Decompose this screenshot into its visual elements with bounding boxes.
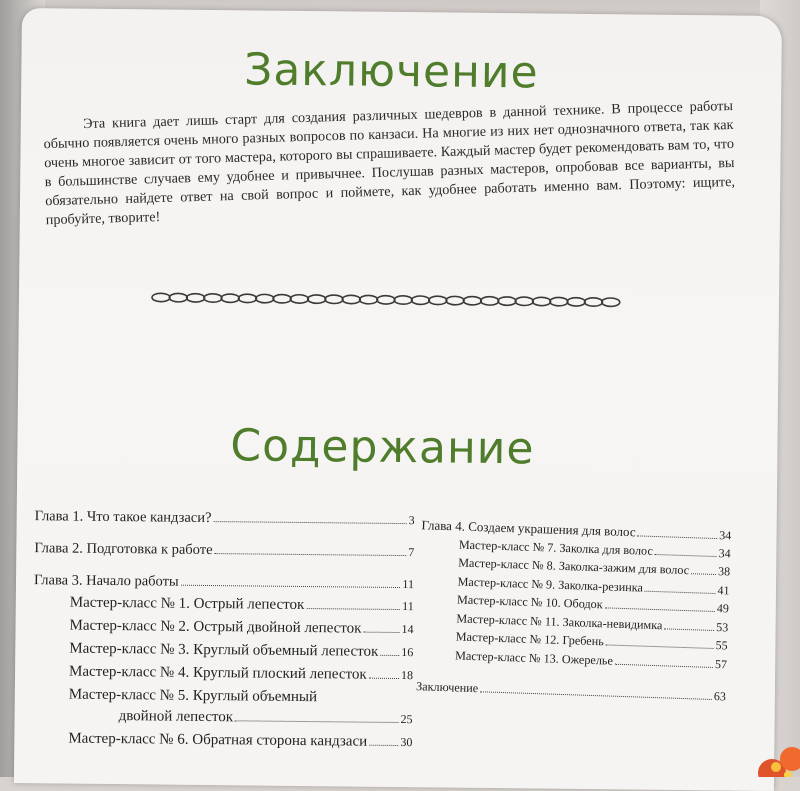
chain-link — [238, 294, 256, 303]
chain-link — [429, 296, 447, 305]
toc-page: 3 — [408, 513, 415, 528]
chain-link — [584, 298, 602, 307]
toc-page: 53 — [716, 619, 729, 634]
toc-label: Мастер-класс № 8. Заколка-зажим для волос — [457, 555, 690, 578]
toc-page: 49 — [716, 601, 730, 616]
toc-leader — [369, 678, 399, 679]
toc-item-mk6[interactable] — [32, 730, 412, 757]
toc-leader — [306, 608, 400, 610]
toc-leader — [363, 632, 399, 633]
toc-leader — [605, 607, 715, 612]
toc-label: Мастер-класс № 12. Гребень — [455, 629, 605, 649]
toc-page: 63 — [713, 689, 727, 704]
toc-page: 11 — [402, 577, 415, 592]
toc-leader — [215, 553, 407, 556]
chain-divider-icon — [151, 287, 631, 312]
conclusion-title: Заключение — [243, 44, 539, 99]
chain-link — [481, 297, 499, 306]
toc-leader — [691, 573, 716, 575]
chain-link — [550, 297, 568, 306]
chain-link — [325, 295, 343, 304]
toc-label: Заключение — [415, 679, 479, 696]
toc-right-column — [416, 517, 732, 708]
chain-link — [463, 296, 481, 305]
chain-link — [169, 293, 187, 302]
toc-leader — [655, 553, 717, 556]
toc-label: двойной лепесток — [118, 708, 234, 726]
toc-label: Глава 2. Подготовка к работе — [34, 540, 213, 559]
toc-page: 41 — [717, 582, 730, 597]
chain-link — [377, 296, 395, 305]
toc-leader — [664, 628, 714, 631]
toc-label: Мастер-класс № 7. Заколка для волос — [458, 536, 654, 558]
toc-leader — [235, 720, 399, 723]
toc-label: Мастер-класс № 5. Круглый объемный — [68, 686, 318, 706]
chain-link — [290, 295, 308, 304]
chain-link — [394, 296, 412, 305]
toc-label: Мастер-класс № 10. Ободок — [456, 592, 603, 612]
toc-leader — [615, 663, 713, 667]
chain-link — [567, 298, 585, 307]
toc-page: 57 — [714, 656, 728, 671]
toc-leader — [181, 585, 401, 588]
toc-label: Мастер-класс № 4. Круглый плоский лепесток — [68, 663, 367, 683]
toc-page: 14 — [401, 622, 414, 637]
toc-label: Мастер-класс № 1. Острый лепесток — [69, 594, 305, 614]
toc-page: 11 — [402, 599, 414, 614]
conclusion-text: Эта книга дает лишь старт для создания различных шедевров в данной технике. В процессе работы обычно появляется очень много разных вопросов по канзаси. На многие из них нет однозначного ответа, так как очень многое зависит от того мастера, которого вы спрашиваете. Каждый мастер будет рекомендовать вам то, что в большинстве случаев ему удобнее и привычнее. Послушав разных мастеров, опробовав все варианты, вы обязательно найдете ответ на свой вопрос и поймете, как удобнее работать именно вам. Поэтому: ищите, пробуйте, творите! — [43, 97, 736, 229]
toc-leader — [645, 590, 716, 593]
beads-decoration — [710, 737, 800, 777]
toc-leader — [369, 745, 398, 746]
toc-label: Мастер-класс № 9. Заколка-резинка — [457, 573, 644, 595]
chain-link — [308, 295, 326, 304]
toc-label: Мастер-класс № 6. Обратная сторона кандзаси — [68, 730, 368, 750]
chain-link — [533, 297, 551, 306]
toc-page: 34 — [719, 528, 732, 543]
chain-link — [204, 294, 222, 303]
chain-link — [498, 297, 516, 306]
toc-label: Мастер-класс № 13. Ожерелье — [454, 647, 614, 668]
toc-label: Мастер-класс № 11. Заколка-невидимка — [456, 610, 663, 632]
toc-page: 34 — [718, 545, 731, 560]
toc-label: Мастер-класс № 3. Круглый объемный лепесток — [69, 640, 379, 660]
chain-link — [515, 297, 533, 306]
toc-label: Глава 3. Начало работы — [33, 572, 179, 590]
toc-leader — [380, 655, 399, 656]
toc-label: Глава 4. Создаем украшения для волос — [421, 517, 636, 540]
chain-link — [152, 293, 170, 302]
chain-link — [187, 294, 205, 303]
chain-link — [342, 295, 360, 304]
chain-link — [411, 296, 429, 305]
toc-label: Глава 1. Что такое кандзаси? — [34, 508, 212, 527]
toc-leader — [637, 535, 717, 539]
toc-leader — [480, 691, 712, 700]
chain-link — [256, 294, 274, 303]
chain-link — [273, 294, 291, 303]
toc-page: 7 — [408, 545, 415, 560]
chain-link — [221, 294, 239, 303]
toc-page: 16 — [401, 645, 414, 660]
toc-page: 25 — [400, 712, 413, 727]
toc-page: 55 — [715, 638, 728, 653]
contents-title: Содержание — [230, 420, 535, 475]
toc-page: 38 — [717, 564, 731, 579]
chain-link — [602, 298, 620, 307]
toc-page: 30 — [400, 735, 413, 750]
chain-link — [446, 296, 464, 305]
book-page — [14, 8, 782, 791]
toc-leader — [606, 644, 714, 649]
chain-link — [360, 295, 378, 304]
toc-page: 18 — [400, 668, 414, 683]
toc-left-column — [32, 508, 415, 757]
toc-leader — [213, 521, 406, 524]
toc-label: Мастер-класс № 2. Острый двойной лепесток — [69, 617, 362, 637]
